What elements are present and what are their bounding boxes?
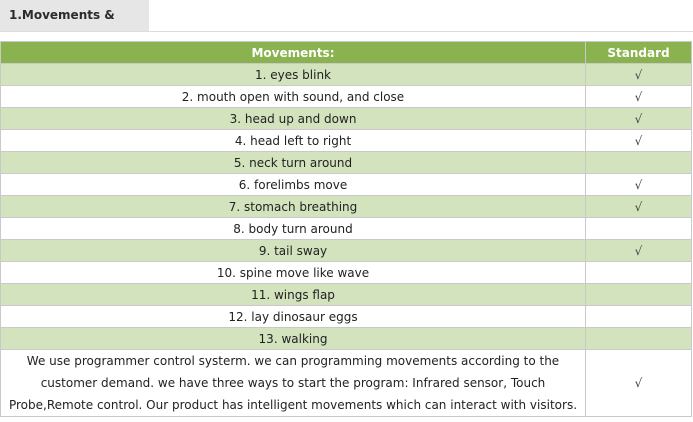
standard-check: √ [586,196,692,218]
standard-check: √ [586,64,692,86]
movement-label: 2. mouth open with sound, and close [1,86,586,108]
movement-label: 8. body turn around [1,218,586,240]
movement-label: 3. head up and down [1,108,586,130]
movement-label: 7. stomach breathing [1,196,586,218]
table-row [1,196,692,218]
standard-check: √ [586,86,692,108]
description-text: We use programmer control systerm. we can programming movements according to the customer demand. we have three ways to start the program: Infrared sensor, Touch Probe,Remote control. Our product has intelligent movements which can interact with visitors. [1,350,586,417]
tab-movements-param[interactable]: 1.Movements & [0,0,149,31]
movement-label: 12. lay dinosaur eggs [1,306,586,328]
standard-check: √ [586,108,692,130]
standard-check: √ [586,130,692,152]
table-row [1,240,692,262]
movement-label: 6. forelimbs move [1,174,586,196]
movement-label: 5. neck turn around [1,152,586,174]
table-row [1,130,692,152]
movement-label: 4. head left to right [1,130,586,152]
header-movements: Movements: [1,42,586,64]
table-row [1,284,692,306]
table-row [1,152,692,174]
standard-check [586,328,692,350]
standard-check [586,152,692,174]
standard-check [586,262,692,284]
description-row [1,350,692,417]
movement-label: 10. spine move like wave [1,262,586,284]
standard-check [586,284,692,306]
movement-label: 9. tail sway [1,240,586,262]
table-row [1,108,692,130]
standard-check [586,218,692,240]
movement-label: 13. walking [1,328,586,350]
standard-check [586,306,692,328]
table-row [1,328,692,350]
tab-bar [0,0,693,32]
table-row [1,218,692,240]
table-header-row [1,42,692,64]
movements-table [0,41,692,417]
standard-check: √ [586,174,692,196]
table-row [1,306,692,328]
table-row [1,64,692,86]
table-row [1,86,692,108]
movement-label: 1. eyes blink [1,64,586,86]
table-row [1,174,692,196]
movement-label: 11. wings flap [1,284,586,306]
header-standard: Standard [586,42,692,64]
standard-check: √ [586,240,692,262]
standard-check: √ [586,350,692,417]
table-row [1,262,692,284]
